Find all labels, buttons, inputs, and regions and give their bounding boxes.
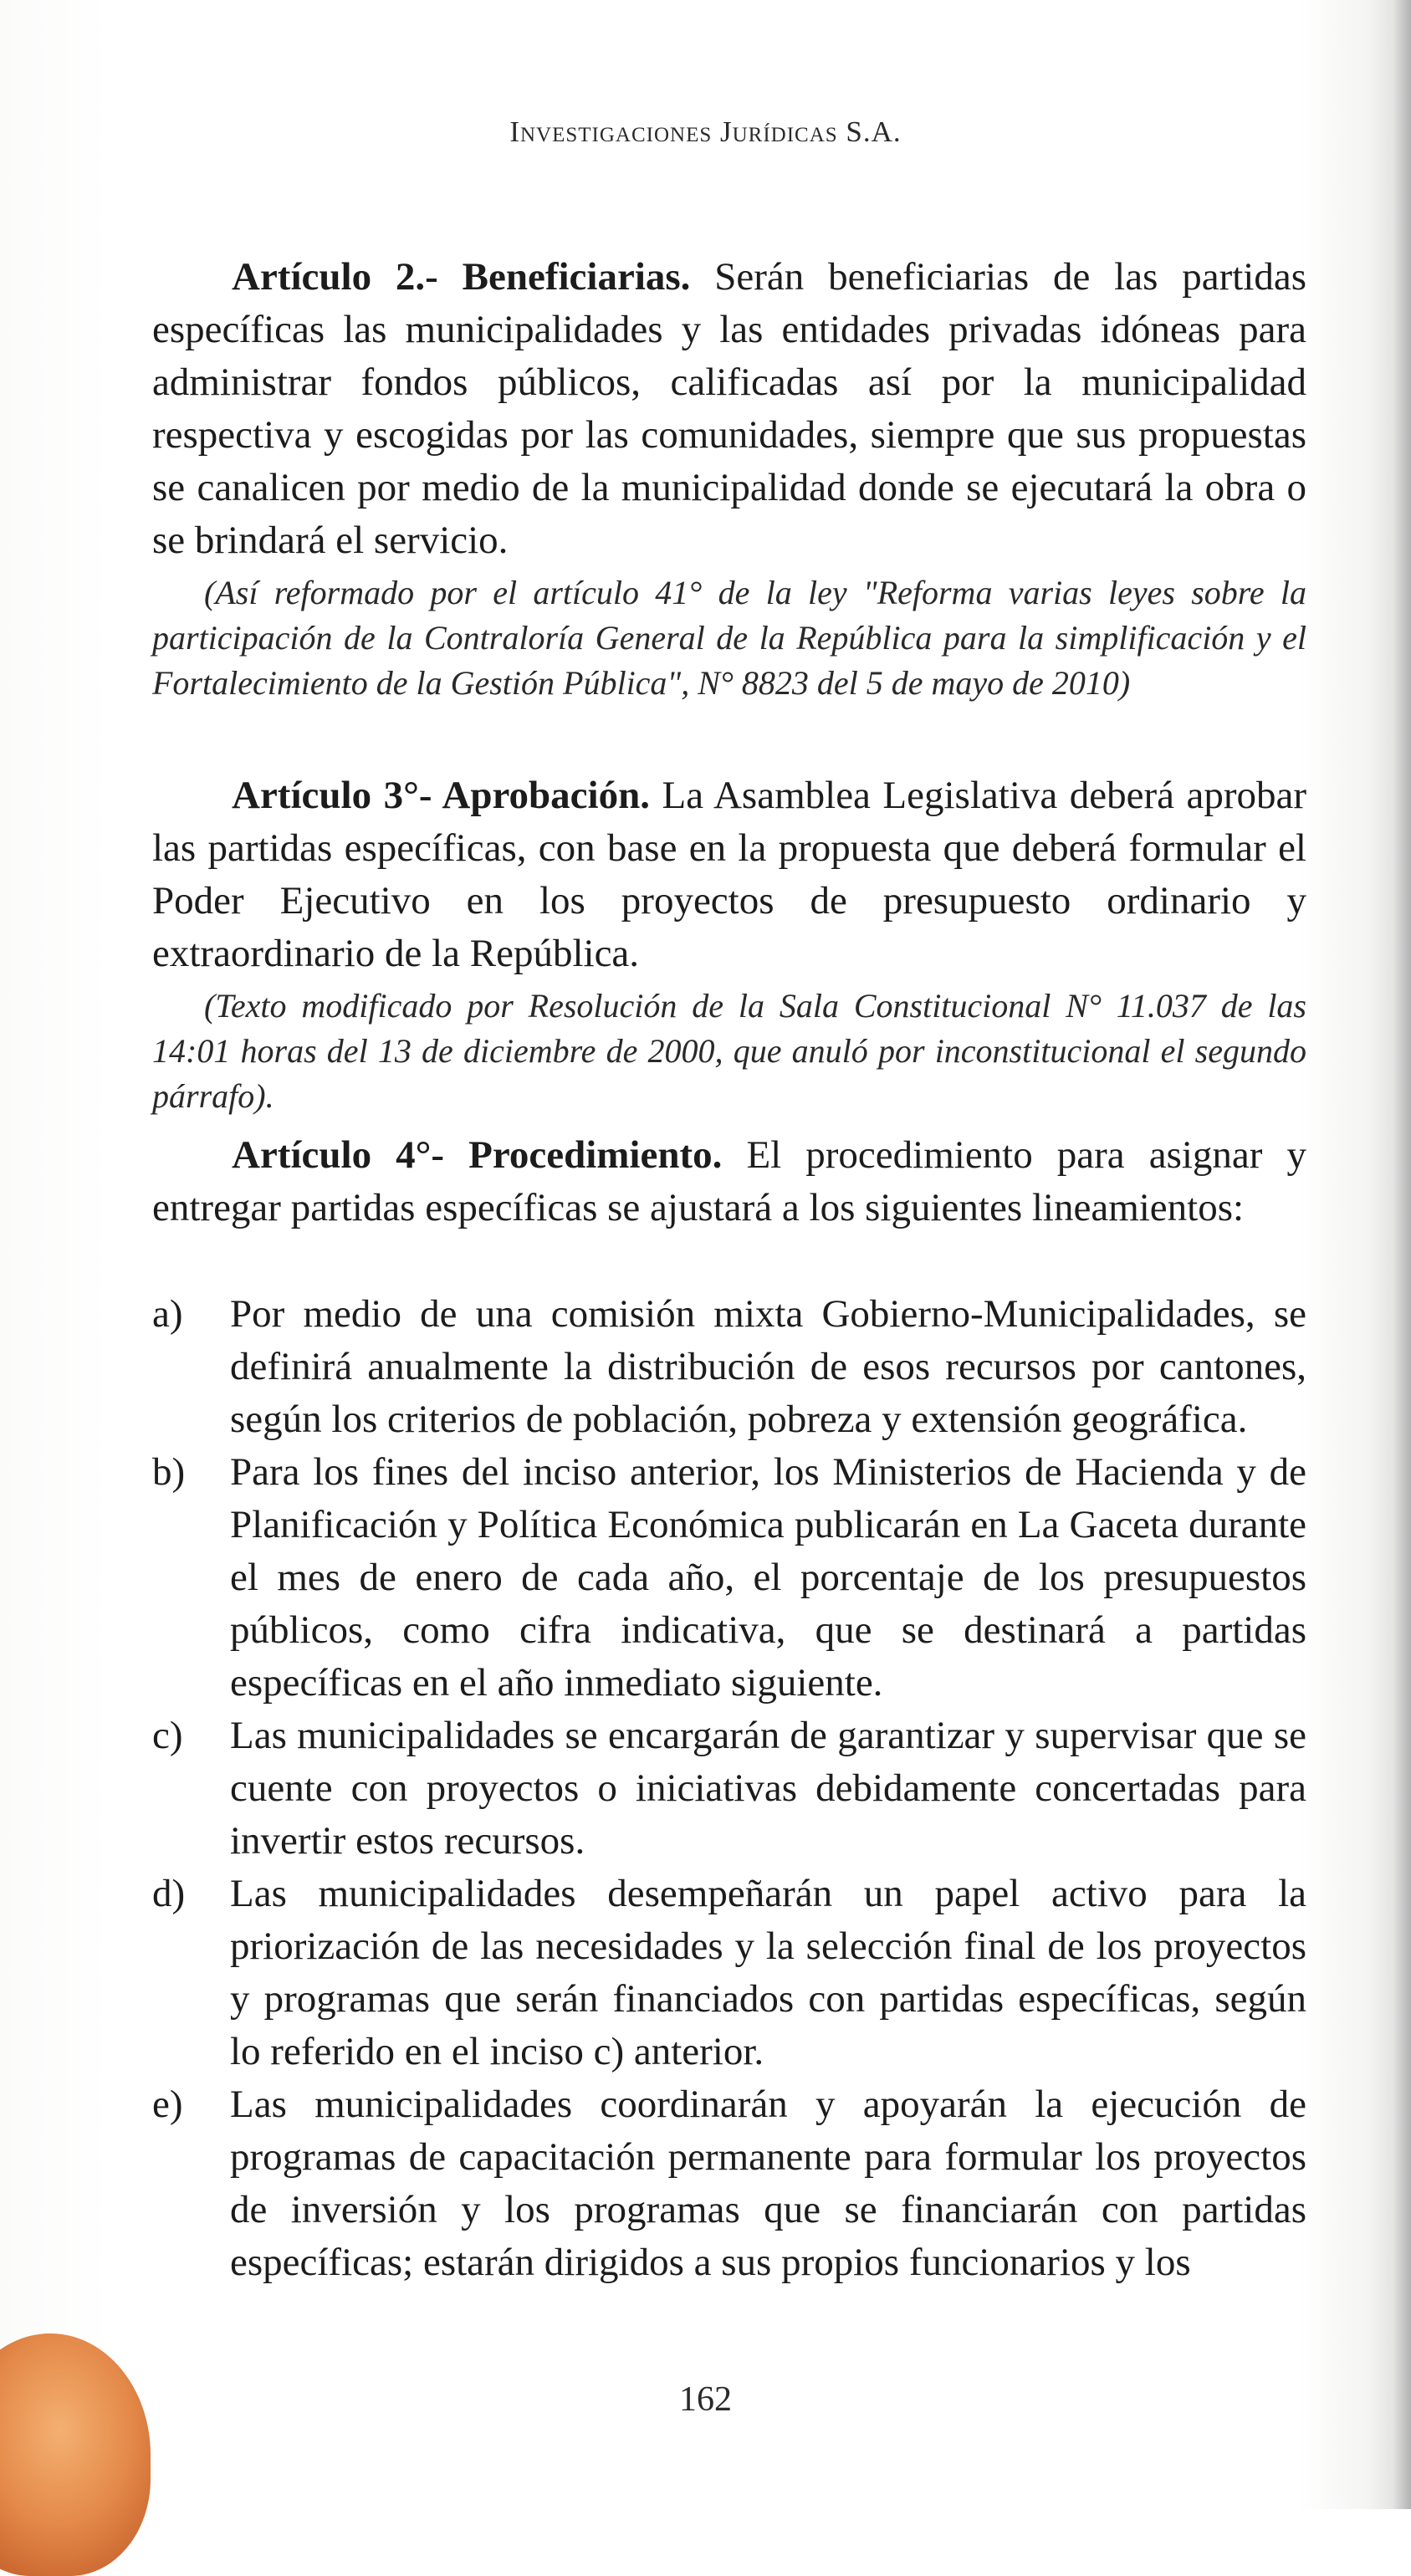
article-3-heading: Artículo 3°- Aprobación.	[232, 774, 650, 817]
article-3-paragraph	[152, 769, 1306, 980]
list-item	[152, 1868, 1306, 2078]
thumb-finger	[0, 2333, 151, 2576]
list-item-text: Las municipalidades desempeñarán un papel activo para la priorización de las necesidades y la selección final de los proyectos y programas que serán financiados con partidas específicas, según lo referido en el inciso c) anterior.	[230, 1872, 1306, 2073]
article-3	[152, 769, 1306, 1119]
list-item	[152, 1446, 1306, 1710]
list-marker: b)	[152, 1450, 186, 1494]
article-2	[152, 251, 1306, 706]
list-marker: a)	[152, 1292, 183, 1336]
article-4-list	[152, 1288, 1306, 2289]
article-2-paragraph	[152, 251, 1306, 567]
page-edge-shadow	[1393, 0, 1411, 2509]
list-item	[152, 1288, 1306, 1446]
list-item	[152, 1710, 1306, 1868]
article-3-note: (Texto modificado por Resolución de la Sala Constitucional N° 11.037 de las 14:01 horas del 13 de diciembre de 2000, que anuló por inconstitucional el segundo párrafo).	[152, 987, 1306, 1115]
page-number: 162	[679, 2380, 732, 2419]
list-marker: c)	[152, 1714, 183, 1757]
article-4-text: El procedimiento para asignar y entregar partidas específicas se ajustará a los siguientes lineamientos:	[152, 1133, 1306, 1229]
article-3-text: La Asamblea Legislativa deberá aprobar las partidas específicas, con base en la propuesta que deberá formular el Poder Ejecutivo en los proyectos de presupuesto ordinario y extraordinario de la República.	[152, 774, 1307, 975]
list-marker: e)	[152, 2083, 183, 2126]
running-header: Investigaciones Jurídicas S.A.	[509, 115, 902, 148]
article-2-note: (Así reformado por el artículo 41° de la ley "Reforma varias leyes sobre la participación de la Contraloría General de la República para la simplificación y el Fortalecimiento de la Gestión Pública", N° 8823 del 5 de mayo de 2010)	[152, 574, 1306, 702]
list-item	[152, 2078, 1306, 2289]
list-item-text: Para los fines del inciso anterior, los Ministerios de Hacienda y de Planificación y Política Económica publicarán en La Gaceta durante el mes de enero de cada año, el porcentaje de los presupuestos públicos, como cifra indicativa, que se destinará a partidas específicas en el año inmediato siguiente.	[230, 1450, 1306, 1705]
list-item-text: Por medio de una comisión mixta Gobierno-Municipalidades, se definirá anualmente la distribución de esos recursos por cantones, según los criterios de población, pobreza y extensión geográfica.	[230, 1292, 1306, 1441]
article-4-paragraph	[152, 1129, 1306, 1234]
list-marker: d)	[152, 1872, 186, 1915]
article-2-text: Serán beneficiarias de las partidas específicas las municipalidades y las entidades privadas idóneas para administrar fondos públicos, calificadas así por la municipalidad respectiva y escogidas por las comunidades, siempre que sus propuestas se canalicen por medio de la municipalidad donde se ejecutará la obra o se brindará el servicio.	[152, 255, 1306, 562]
list-item-text: Las municipalidades coordinarán y apoyarán la ejecución de programas de capacitación permanente para formular los proyectos de inversión y los programas que se financiarán con partidas específicas; estarán dirigidos a sus propios funcionarios y los	[230, 2083, 1306, 2284]
article-4-heading: Artículo 4°- Procedimiento.	[232, 1133, 723, 1177]
article-4	[152, 1129, 1306, 1234]
article-2-heading: Artículo 2.- Beneficiarias.	[232, 255, 691, 299]
list-item-text: Las municipalidades se encargarán de garantizar y supervisar que se cuente con proyectos o iniciativas debidamente concertadas para invertir estos recursos.	[230, 1714, 1306, 1863]
